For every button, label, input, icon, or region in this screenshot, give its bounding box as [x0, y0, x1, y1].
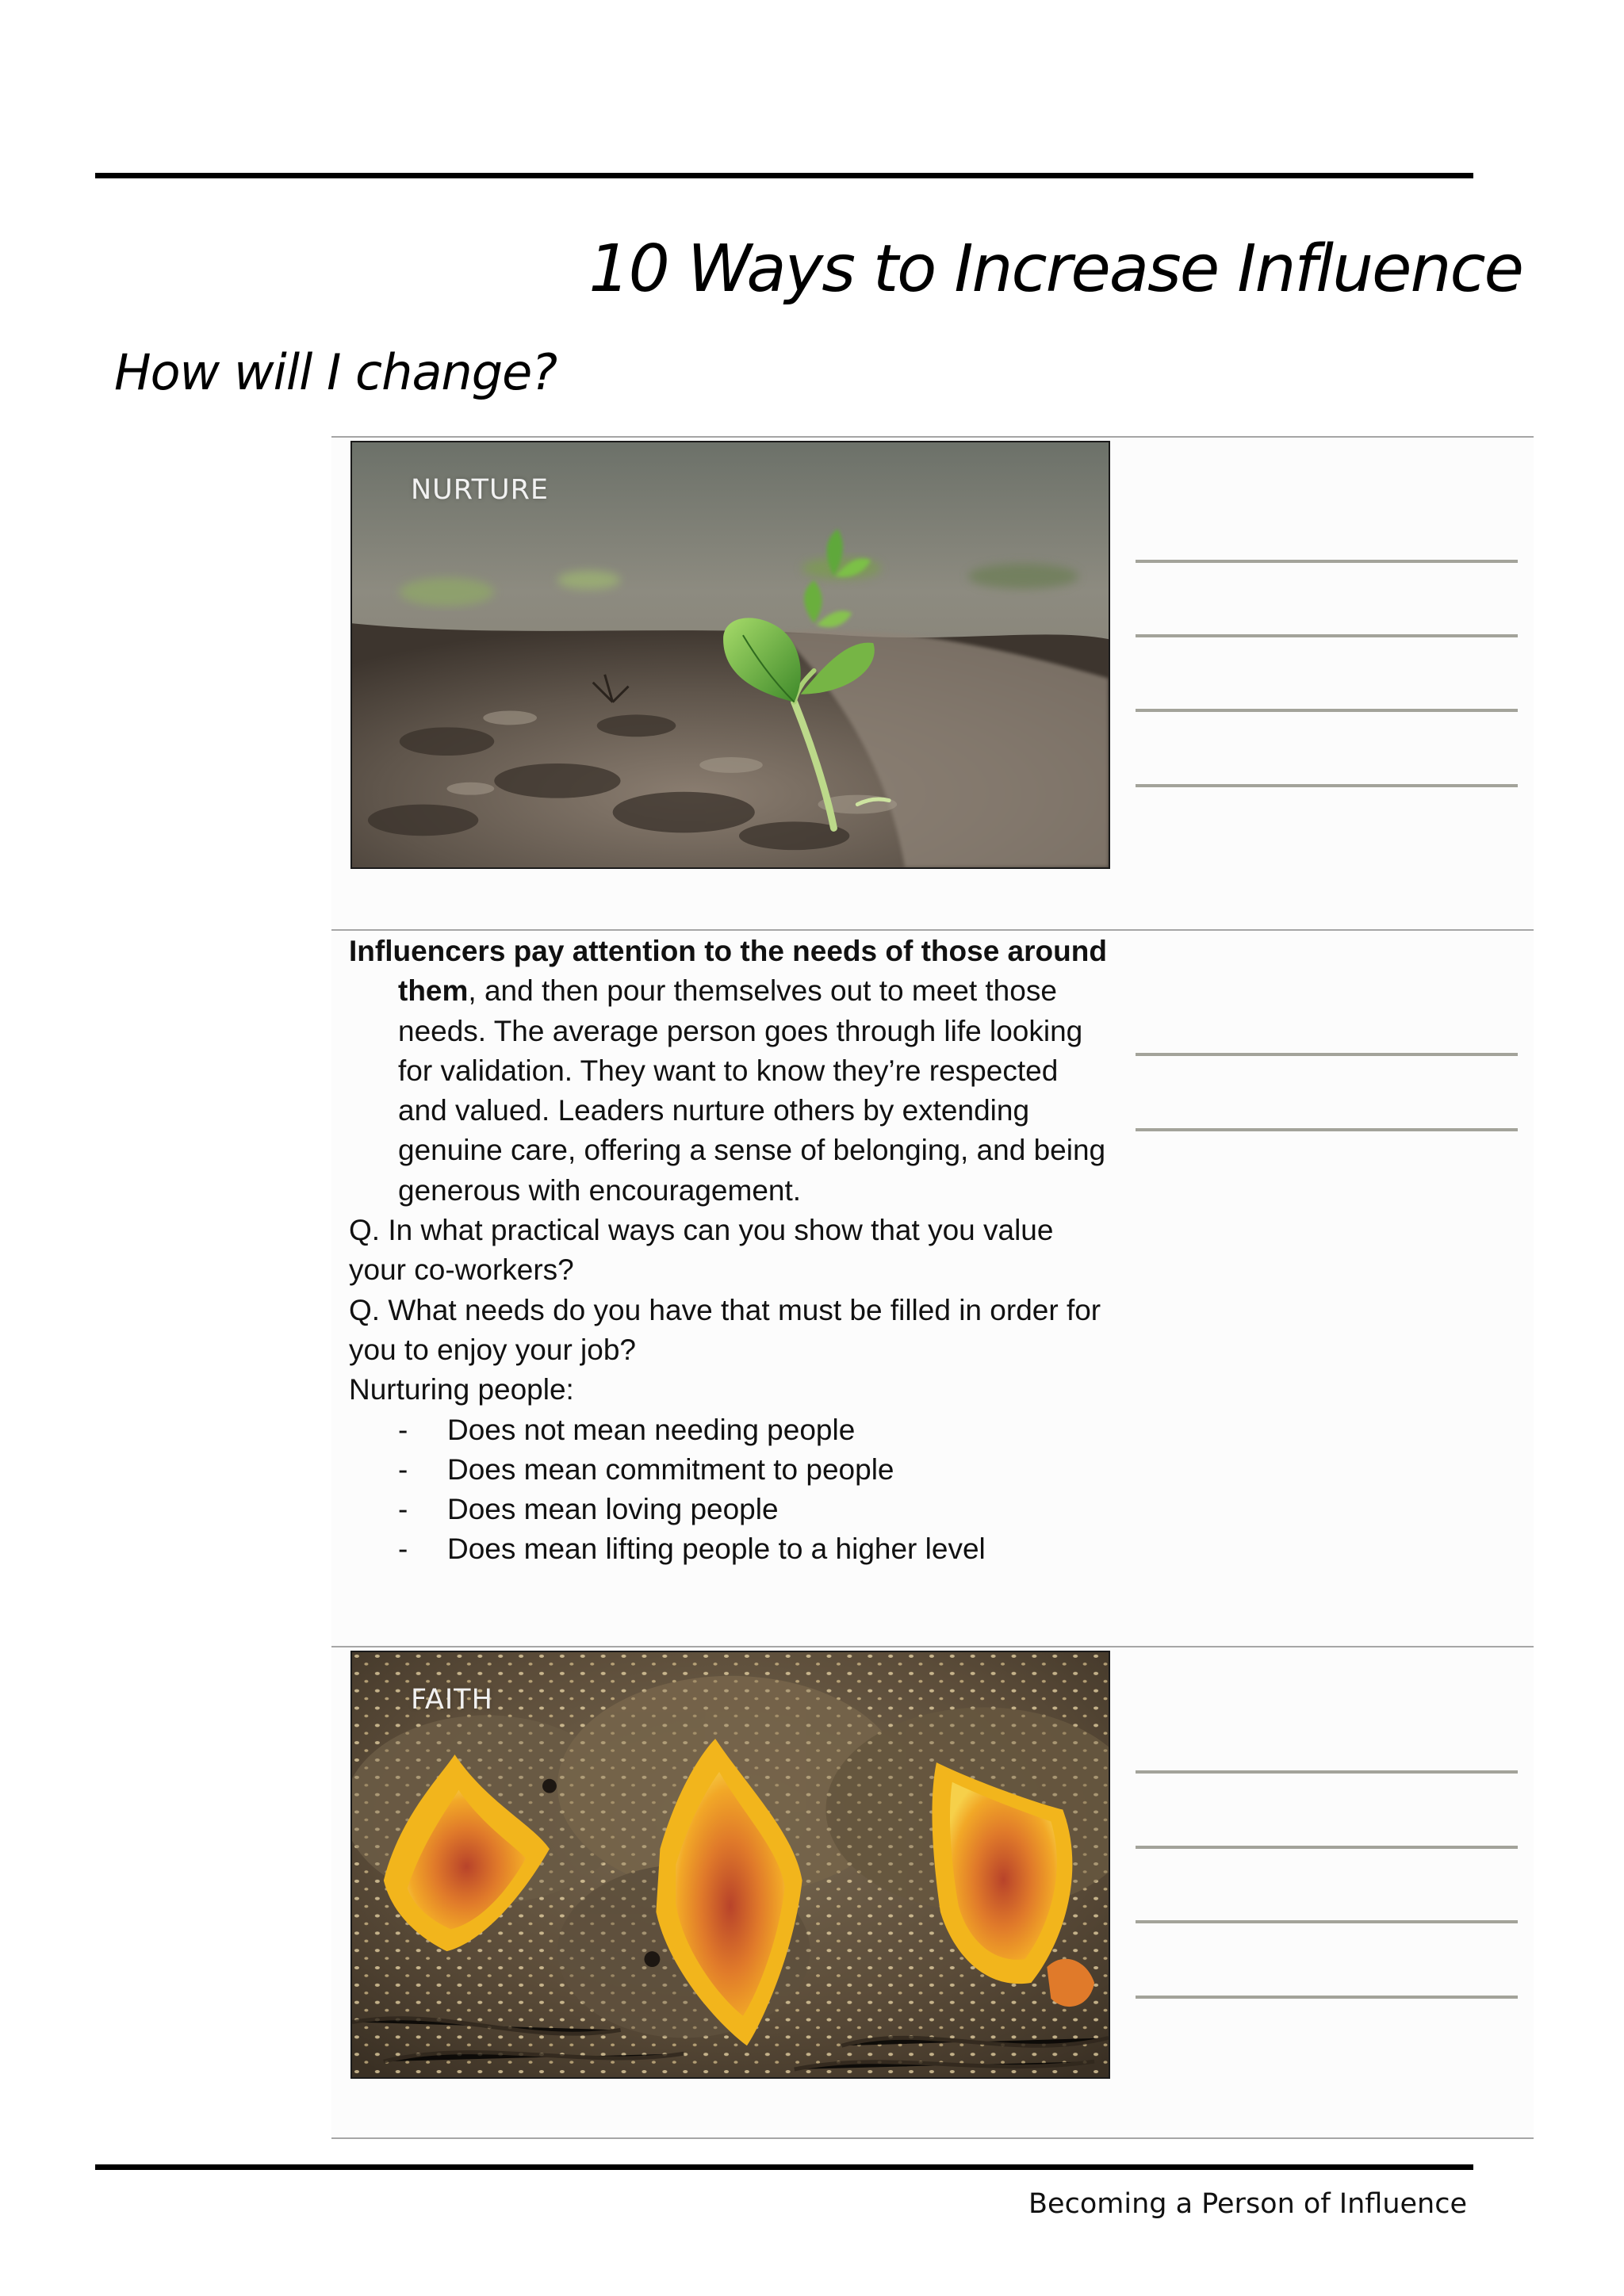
list-item: - Does mean commitment to people	[349, 1450, 1110, 1490]
header-rule	[95, 173, 1473, 178]
note-line	[1136, 784, 1518, 787]
note-line	[1136, 1846, 1518, 1849]
faith-image	[350, 1651, 1110, 2079]
note-line	[1136, 1128, 1518, 1131]
list-item: - Does mean lifting people to a higher level	[349, 1529, 1110, 1569]
row-divider-top	[331, 436, 1534, 438]
list-item: - Does mean loving people	[349, 1490, 1110, 1529]
intro-paragraph	[349, 932, 1110, 1211]
row-divider-text-faith	[331, 1646, 1534, 1647]
page-title: 10 Ways to Increase Influence	[588, 232, 1522, 307]
footer-rule	[95, 2164, 1473, 2170]
list-item: - Does not mean needing people	[349, 1410, 1110, 1450]
row-divider-bottom	[331, 2137, 1534, 2139]
bullet-dash: -	[398, 1493, 408, 1526]
intro-body-text: , and then pour themselves out to meet those needs. The average person goes through life looking for validation. They want to know they’re respected and valued. Leaders nurture others by extending genuine care, offering a sense of belonging, and being generous with encouragement.	[398, 974, 1106, 1207]
baby-birds-illustration	[352, 1652, 1109, 2077]
bullet-dash: -	[398, 1413, 408, 1446]
question-1: Q. In what practical ways can you show that you value your co-workers?	[349, 1214, 1054, 1287]
influence-description	[349, 932, 1110, 1570]
row-divider-nurture-text	[331, 929, 1534, 931]
nurture-image	[350, 441, 1110, 869]
faith-caption: FAITH	[411, 1684, 493, 1716]
seedling-illustration	[352, 442, 1109, 867]
list-heading: Nurturing people:	[349, 1373, 574, 1406]
nurturing-list	[349, 1410, 1110, 1570]
section-heading: How will I change?	[114, 343, 557, 401]
note-line	[1136, 1053, 1518, 1056]
note-line	[1136, 1996, 1518, 1999]
note-line	[1136, 560, 1518, 563]
intro-bold-text: Influencers pay attention to the needs of those around them	[349, 935, 1107, 1008]
nurture-caption: NURTURE	[411, 474, 550, 506]
note-line	[1136, 709, 1518, 712]
bullet-dash: -	[398, 1452, 408, 1486]
note-line	[1136, 1770, 1518, 1774]
footer-title: Becoming a Person of Influence	[1028, 2188, 1467, 2220]
bullet-dash: -	[398, 1533, 408, 1566]
note-line	[1136, 1920, 1518, 1923]
note-line	[1136, 634, 1518, 637]
question-2: Q. What needs do you have that must be filled in order for you to enjoy your job?	[349, 1293, 1101, 1366]
